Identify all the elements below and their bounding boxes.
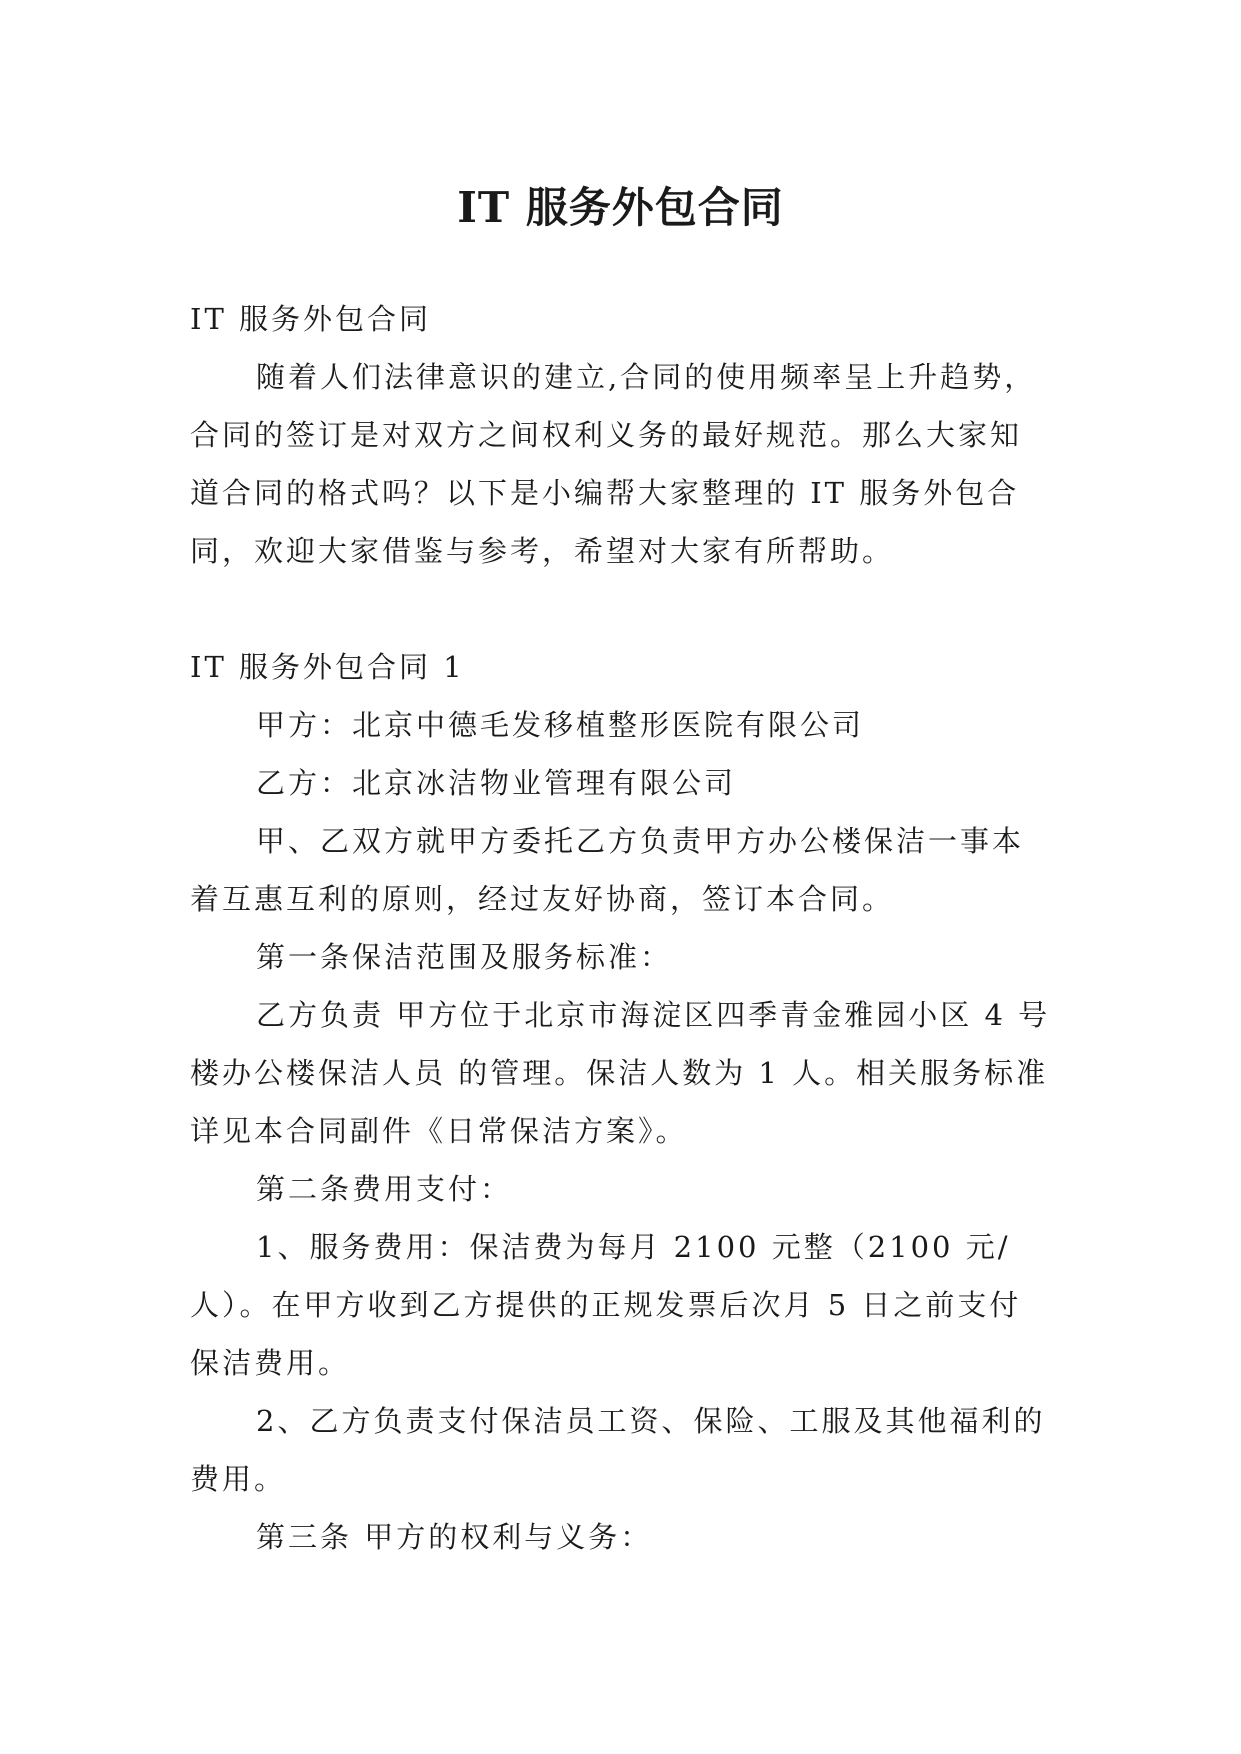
party-b: 乙方：北京冰洁物业管理有限公司 [256, 766, 737, 800]
intro-paragraph: 随着人们法律意识的建立,合同的使用频率呈上升趋势，合同的签订是对双方之间权利义务的最好规范。那么大家知道合同的格式吗？以下是小编帮大家整理的 IT 服务外包合同，欢迎大家借鉴与参考，希望对大家有所帮助。 [190, 360, 1037, 568]
article-1-title: 第一条保洁范围及服务标准： [256, 940, 673, 974]
article-3-title: 第三条 甲方的权利与义务： [256, 1520, 653, 1554]
contract-preamble: 甲、乙双方就甲方委托乙方负责甲方办公楼保洁一事本着互惠互利的原则，经过友好协商，签订本合同。 [190, 824, 1025, 916]
party-a: 甲方：北京中德毛发移植整形医院有限公司 [256, 708, 865, 742]
document-body [190, 290, 1052, 1566]
intro-heading: IT 服务外包合同 [190, 302, 432, 336]
article-2-title: 第二条费用支付： [256, 1172, 513, 1206]
article-1-body: 乙方负责 甲方位于北京市海淀区四季青金雅园小区 4 号楼办公楼保洁人员 的管理。保洁人数为 1 人。相关服务标准详见本合同副件《日常保洁方案》。 [190, 998, 1051, 1148]
document-title: IT 服务外包合同 [457, 183, 784, 233]
article-2-item-2: 2、乙方负责支付保洁员工资、保险、工服及其他福利的费用。 [190, 1404, 1046, 1496]
article-2-item-1: 1、服务费用：保洁费为每月 2100 元整（2100 元/人）。在甲方收到乙方提供的正规发票后次月 5 日之前支付保洁费用。 [190, 1230, 1022, 1380]
section-heading: IT 服务外包合同 1 [190, 650, 465, 684]
